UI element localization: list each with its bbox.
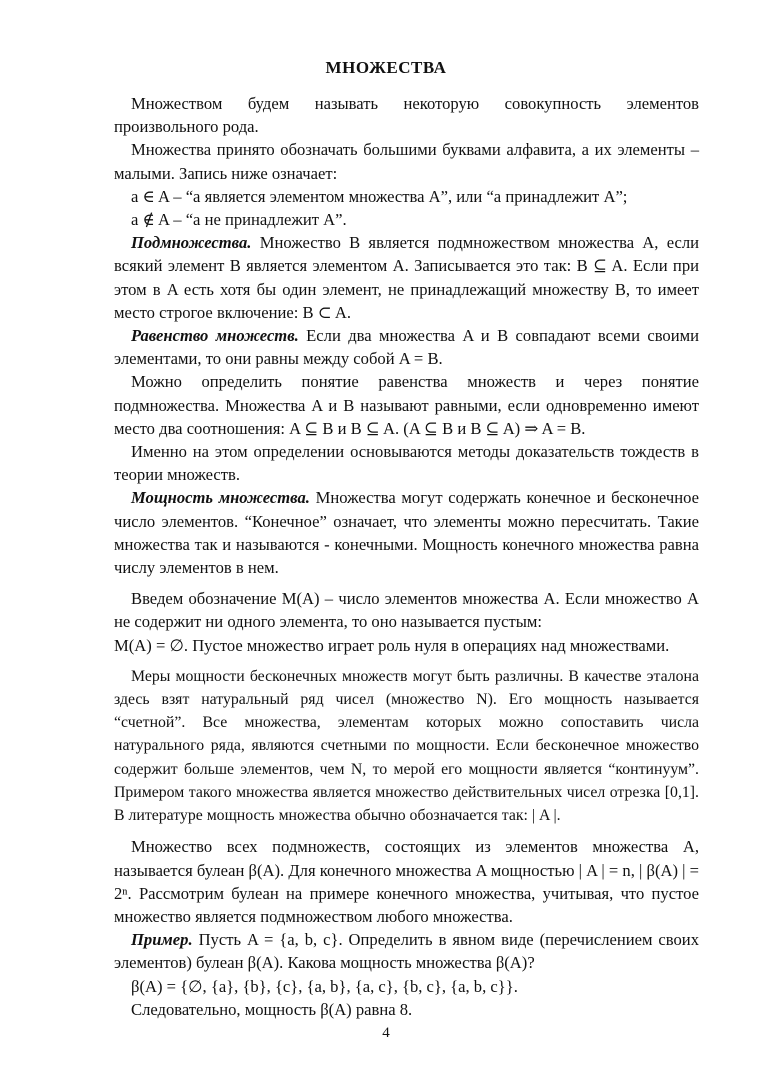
paragraph-count-notation: Введем обозначение M(A) – число элементов множества A. Если множество A не содержит ни одного элемента, то оно называется пустым: <box>114 589 699 632</box>
heading-example: Пример. <box>131 930 193 950</box>
text-cardinality: Множества могут содержать конечное и бесконечное число элементов. “Конечное” означает, что элементы можно пересчитать. Такие множества так и называются - конечными. Мощность конечного множества равна числу элементов в нем. <box>114 488 699 578</box>
paragraph-notation: Множества принято обозначать большими буквами алфавита, а их элементы – малыми. Запись ниже означает: <box>114 140 699 183</box>
page-title: МНОЖЕСТВА <box>325 58 447 77</box>
paragraph-power-set-result: β(A) = {∅, {a}, {b}, {c}, {a, b}, {a, c}, {b, c}, {a, b, c}}. <box>131 976 518 996</box>
paragraph-subsets <box>114 231 699 324</box>
page-number: 4 <box>382 1025 390 1041</box>
paragraph-power-set: Множество всех подмножеств, состоящих из элементов множества A, называется булеан β(A). Для конечного множества A мощностью | A | = n, | β(A) | = 2ⁿ. Рассмотрим булеан на примере конечного множества, учитывая, что пустое множество является подмножеством любого множества. <box>114 837 699 926</box>
text-equality: Если два множества A и B совпадают всеми своими элементами, то они равны между собой A = B. <box>114 326 699 369</box>
text-subsets: Множество B является подмножеством множества A, если всякий элемент B является элементом A. Записывается это так: B ⊆ A. Если при этом в A есть хотя бы один элемент, не принадлежащий множеству B, то имеет место строгое включение: B ⊂ A. <box>114 233 699 322</box>
paragraph-identity-proofs: Именно на этом определении основываются методы доказательств тождеств в теории множеств. <box>114 442 699 485</box>
paragraph-cardinality <box>114 486 699 579</box>
paragraph-infinite-sets: Меры мощности бесконечных множеств могут быть различны. В качестве эталона здесь взят натуральный ряд чисел (множество N). Его мощность называется “счетной”. Все множества, элементам которых можно сопоставить числа натурального ряда, являются счетными по мощности. Если бесконечное множество содержит больше элементов, чем N, то мерой его мощности является “континуум”. Примером такого множества является множество действительных чисел отрезка [0,1]. В литературе мощность множества обычно обозначается так: | A |. <box>114 667 699 825</box>
heading-subsets: Подмножества. <box>131 233 252 253</box>
heading-equality: Равенство множеств. <box>131 326 299 346</box>
paragraph-empty-set: M(A) = ∅. Пустое множество играет роль нуля в операциях над множествами. <box>114 635 670 655</box>
heading-cardinality: Мощность множества. <box>131 488 310 508</box>
paragraph-equality-via-subsets: Можно определить понятие равенства множеств и через понятие подмножества. Множества A и B называют равными, если одновременно имеют место два соотношения: A ⊆ B и B ⊆ A. (A ⊆ B и B ⊆ A) ⇒ A = B. <box>114 372 699 438</box>
paragraph-non-membership: a ∉ A – “a не принадлежит A”. <box>131 210 347 230</box>
paragraph-example <box>114 928 699 974</box>
paragraph-conclusion: Следовательно, мощность β(A) равна 8. <box>131 999 413 1019</box>
paragraph-membership: a ∈ A – “a является элементом множества A”, или “a принадлежит A”; <box>131 186 628 206</box>
text-example: Пусть A = {a, b, c}. Определить в явном виде (перечислением своих элементов) булеан β(A). Какова мощность множества β(A)? <box>114 930 699 973</box>
body-text <box>114 92 699 1021</box>
paragraph-definition: Множеством будем называть некоторую совокупность элементов произвольного рода. <box>114 94 699 137</box>
paragraph-equality <box>114 324 699 370</box>
